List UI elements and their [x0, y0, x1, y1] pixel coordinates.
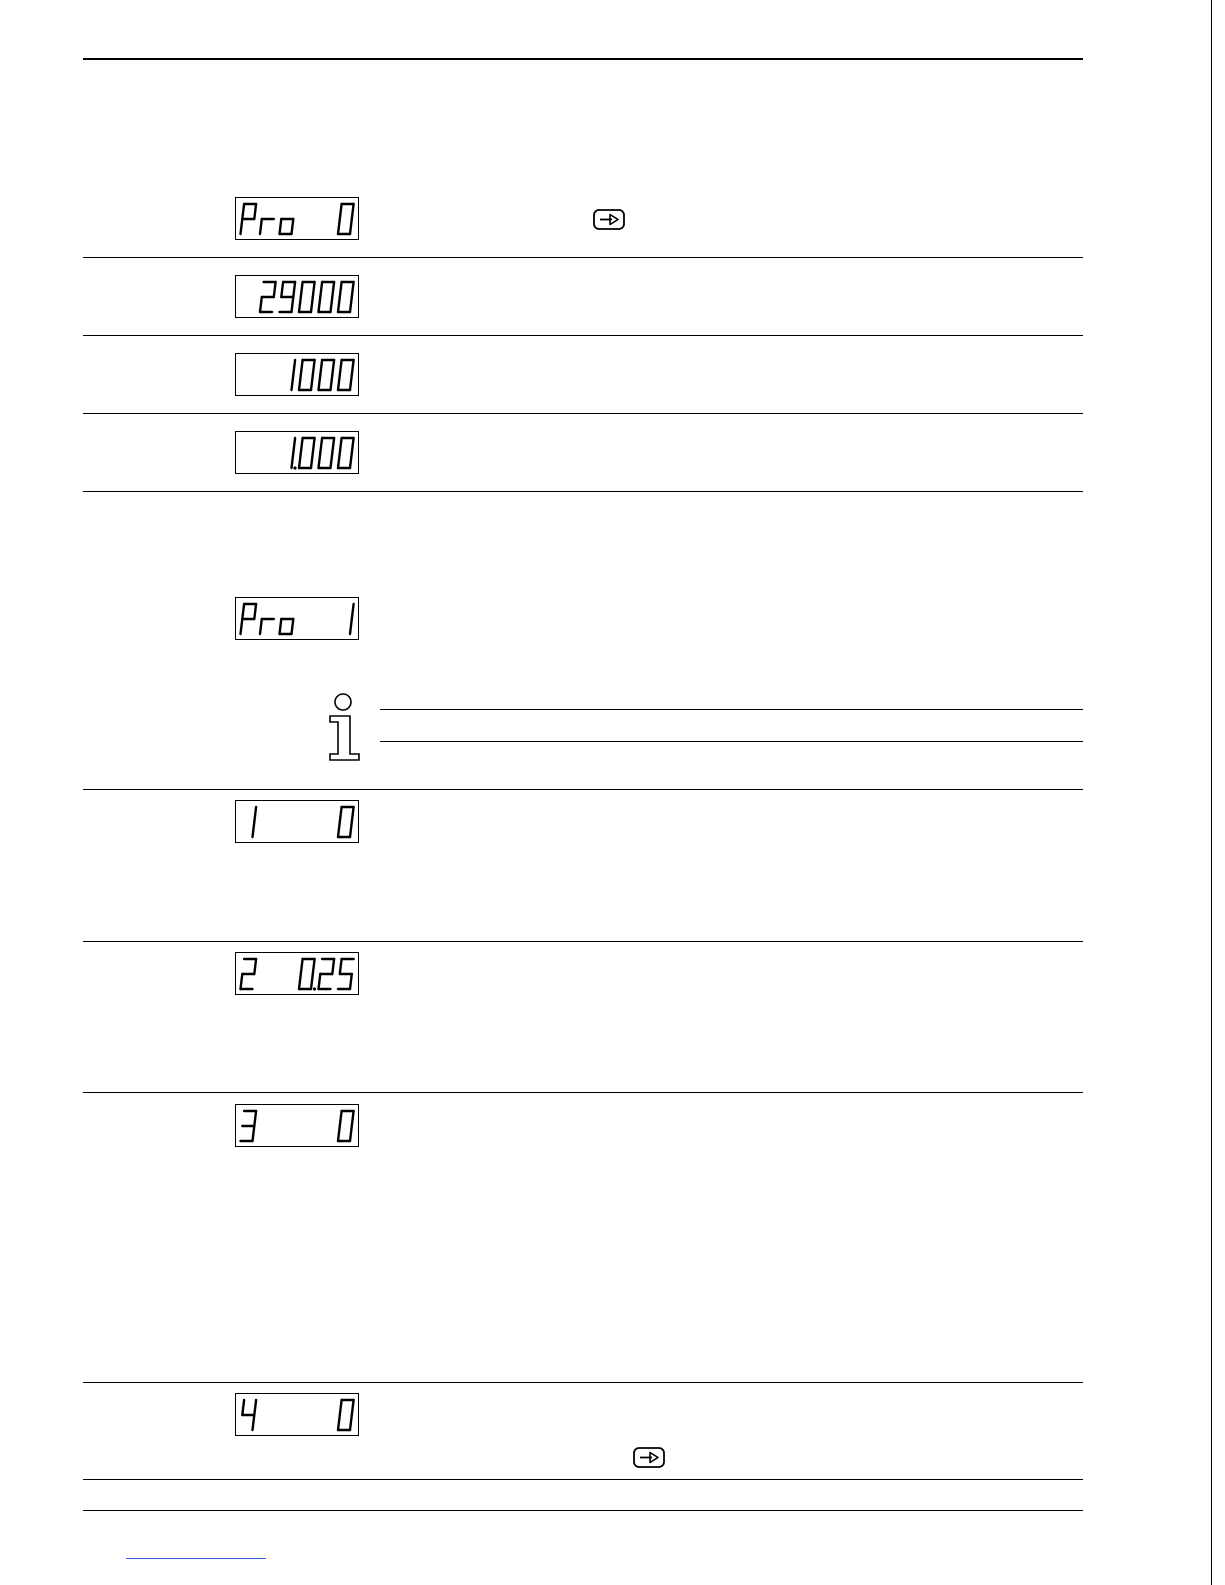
row-divider [83, 413, 1083, 414]
display-1000 [235, 353, 359, 396]
row-divider [83, 257, 1083, 258]
row-divider [83, 789, 1083, 790]
row-divider [83, 491, 1083, 492]
row-divider [83, 1382, 1083, 1383]
display-value [235, 198, 353, 240]
display-value [235, 432, 353, 474]
display-value [235, 953, 353, 995]
footer-link-underline [126, 1558, 266, 1559]
row-divider [83, 1479, 1083, 1480]
display-pro-0 [235, 197, 359, 240]
display-value [258, 354, 353, 396]
display-param-1 [235, 800, 359, 843]
display-param-4 [235, 1393, 359, 1436]
info-icon [326, 692, 362, 762]
display-value [235, 598, 353, 640]
row-divider [83, 1092, 1083, 1093]
row-divider [83, 941, 1083, 942]
display-value [235, 801, 353, 843]
header-rule [83, 58, 1083, 60]
note-rule-top [380, 709, 1083, 710]
display-param-2 [235, 952, 359, 995]
display-29000 [235, 275, 359, 318]
page-edge-line [1211, 0, 1212, 1585]
display-value [235, 1105, 353, 1147]
display-value [235, 1394, 353, 1436]
display-param-3 [235, 1104, 359, 1147]
display-value [235, 276, 353, 318]
display-pro-1 [235, 597, 359, 640]
display-1-000 [235, 431, 359, 474]
note-rule-bottom [380, 741, 1083, 742]
footer-rule [83, 1510, 1083, 1511]
enter-key-icon [633, 1447, 665, 1468]
row-divider [83, 335, 1083, 336]
enter-key-icon [593, 209, 625, 230]
